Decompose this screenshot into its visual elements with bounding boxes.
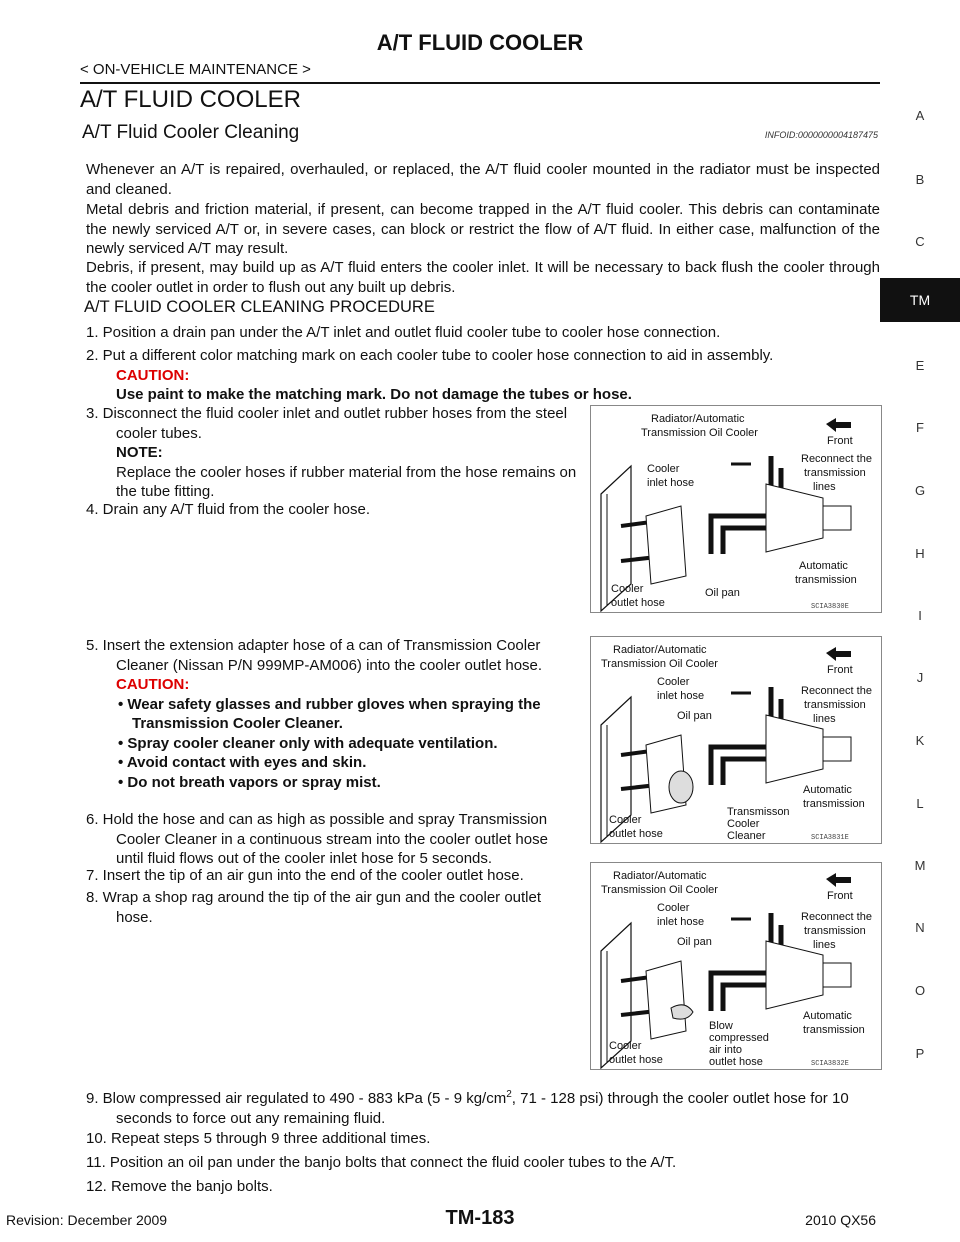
svg-text:lines: lines bbox=[813, 713, 836, 725]
step-5-caution-item: • Wear safety glasses and rubber gloves when spraying the Transmission Cooler Cleaner. bbox=[118, 695, 541, 732]
step-2-caution-text: Use paint to make the matching mark. Do not damage the tubes or hose. bbox=[116, 386, 632, 403]
step-12-text: 12. Remove the banjo bolts. bbox=[86, 1178, 273, 1195]
svg-text:Cooler: Cooler bbox=[609, 1040, 642, 1052]
svg-text:Cooler: Cooler bbox=[657, 902, 690, 914]
page-title: A/T FLUID COOLER bbox=[80, 86, 301, 113]
svg-text:Cooler: Cooler bbox=[657, 676, 690, 688]
header-divider bbox=[80, 82, 880, 84]
svg-text:Transmission Oil Cooler: Transmission Oil Cooler bbox=[601, 884, 718, 896]
svg-text:Cooler: Cooler bbox=[647, 463, 680, 475]
step-4 bbox=[86, 500, 578, 520]
step-7 bbox=[86, 866, 578, 886]
svg-text:transmission: transmission bbox=[804, 699, 866, 711]
sidebar-index-h[interactable]: H bbox=[915, 546, 925, 561]
sidebar-index-a[interactable]: A bbox=[915, 108, 925, 123]
svg-text:inlet hose: inlet hose bbox=[647, 477, 695, 489]
step-12 bbox=[86, 1177, 880, 1197]
step-10 bbox=[86, 1129, 880, 1149]
svg-text:Transmission Oil Cooler: Transmission Oil Cooler bbox=[601, 658, 718, 670]
svg-text:Automatic: Automatic bbox=[799, 560, 848, 572]
sidebar-index-c[interactable]: C bbox=[915, 234, 925, 249]
svg-text:Automatic: Automatic bbox=[803, 1010, 852, 1022]
svg-text:SCIA3832E: SCIA3832E bbox=[811, 1060, 849, 1068]
svg-text:transmission: transmission bbox=[803, 798, 865, 810]
svg-text:lines: lines bbox=[813, 481, 836, 493]
figure-3-air-blow-diagram bbox=[590, 862, 882, 1070]
svg-text:Blow: Blow bbox=[709, 1020, 733, 1032]
svg-text:Cooler: Cooler bbox=[727, 818, 760, 830]
sidebar-index-f[interactable]: F bbox=[916, 420, 924, 435]
svg-text:Reconnect the: Reconnect the bbox=[801, 911, 872, 923]
sidebar-index-tm[interactable]: TM bbox=[880, 278, 960, 322]
step-6-text: 6. Hold the hose and can as high as possible and spray Transmission Cooler Cleaner in a continuous stream into the cooler outlet hose until fluid flows out of the cooler inlet hose for 5 seconds. bbox=[86, 811, 548, 867]
svg-text:Cooler: Cooler bbox=[609, 814, 642, 826]
step-9 bbox=[86, 1085, 880, 1128]
sidebar-index-j[interactable]: J bbox=[916, 670, 924, 685]
intro-paragraph-1: Whenever an A/T is repaired, overhauled, or replaced, the A/T fluid cooler mounted in the radiator must be inspected and cleaned. bbox=[86, 161, 880, 198]
svg-text:Front: Front bbox=[827, 664, 853, 676]
sidebar-index-i[interactable]: I bbox=[918, 608, 922, 623]
svg-text:Transmisson: Transmisson bbox=[727, 806, 790, 818]
sidebar-index-b[interactable]: B bbox=[915, 172, 925, 187]
step-1-text: 1. Position a drain pan under the A/T inlet and outlet fluid cooler tube to cooler hose connection. bbox=[86, 324, 721, 341]
svg-text:inlet hose: inlet hose bbox=[657, 690, 705, 702]
page-header-title: A/T FLUID COOLER bbox=[376, 30, 584, 55]
svg-text:transmission: transmission bbox=[795, 574, 857, 586]
footer-revision: Revision: December 2009 bbox=[6, 1212, 168, 1228]
step-8-text: 8. Wrap a shop rag around the tip of the air gun and the cooler outlet hose. bbox=[86, 889, 542, 926]
step-4-text: 4. Drain any A/T fluid from the cooler hose. bbox=[86, 501, 371, 518]
svg-text:air into: air into bbox=[709, 1044, 743, 1056]
svg-text:outlet hose: outlet hose bbox=[611, 597, 665, 609]
step-5-caution-item: • Do not breath vapors or spray mist. bbox=[118, 773, 381, 791]
step-3-note-text: Replace the cooler hoses if rubber material from the hose remains on the tube fitting. bbox=[116, 463, 577, 500]
section-label: < ON-VEHICLE MAINTENANCE > bbox=[80, 61, 311, 78]
svg-text:outlet hose: outlet hose bbox=[609, 1054, 663, 1066]
svg-text:lines: lines bbox=[813, 939, 836, 951]
svg-text:outlet hose: outlet hose bbox=[709, 1056, 763, 1068]
step-7-text: 7. Insert the tip of an air gun into the end of the cooler outlet hose. bbox=[86, 867, 524, 884]
intro-paragraph-3: Debris, if present, may build up as A/T fluid enters the cooler inlet. It will be necessary to back flush the cooler through the cooler outlet in order to flush out any built up debris. bbox=[86, 259, 880, 296]
svg-text:Transmission Oil Cooler: Transmission Oil Cooler bbox=[641, 427, 758, 439]
sidebar-index-k[interactable]: K bbox=[915, 733, 925, 748]
step-5-text: 5. Insert the extension adapter hose of a can of Transmission Cooler Cleaner (Nissan P/N 999MP-AM006) into the cooler outlet hose. bbox=[86, 637, 543, 674]
svg-text:transmission: transmission bbox=[804, 467, 866, 479]
svg-text:Oil pan: Oil pan bbox=[705, 587, 740, 599]
svg-text:transmission: transmission bbox=[803, 1024, 865, 1036]
svg-text:outlet hose: outlet hose bbox=[609, 828, 663, 840]
svg-text:SCIA3830E: SCIA3830E bbox=[811, 603, 849, 611]
sidebar-index-p[interactable]: P bbox=[915, 1046, 925, 1061]
svg-text:Cooler: Cooler bbox=[611, 583, 644, 595]
step-8 bbox=[86, 888, 578, 927]
svg-text:inlet hose: inlet hose bbox=[657, 916, 705, 928]
figure-1-cooler-diagram bbox=[590, 405, 882, 613]
step-10-text: 10. Repeat steps 5 through 9 three additional times. bbox=[86, 1130, 431, 1147]
svg-text:Reconnect the: Reconnect the bbox=[801, 685, 872, 697]
svg-text:Cleaner: Cleaner bbox=[727, 830, 766, 842]
footer-page-number: TM-183 bbox=[445, 1207, 515, 1229]
svg-text:Automatic: Automatic bbox=[803, 784, 852, 796]
svg-text:Oil pan: Oil pan bbox=[677, 936, 712, 948]
step-5-caution-item: • Avoid contact with eyes and skin. bbox=[118, 754, 367, 771]
svg-text:transmission: transmission bbox=[804, 925, 866, 937]
section-title: A/T Fluid Cooler Cleaning bbox=[82, 122, 300, 143]
step-2-text: 2. Put a different color matching mark on each cooler tube to cooler hose connection to aid in assembly. bbox=[86, 347, 774, 364]
procedure-title: A/T FLUID COOLER CLEANING PROCEDURE bbox=[84, 298, 435, 316]
sidebar-index-e[interactable]: E bbox=[915, 358, 925, 373]
step-3-note-label: NOTE: bbox=[116, 444, 163, 461]
svg-text:SCIA3831E: SCIA3831E bbox=[811, 834, 849, 842]
svg-text:Radiator/Automatic: Radiator/Automatic bbox=[613, 644, 707, 656]
step-3 bbox=[86, 404, 578, 502]
svg-text:Front: Front bbox=[827, 890, 853, 902]
footer-model: 2010 QX56 bbox=[805, 1212, 876, 1228]
intro-paragraph-2: Metal debris and friction material, if present, can become trapped in the A/T fluid cooler. This debris can contaminate the newly serviced A/T or, in severe cases, can block or restrict the flow of A/T fluid. In either case, malfunction of the newly serviced A/T may result. bbox=[86, 201, 880, 257]
svg-text:Radiator/Automatic: Radiator/Automatic bbox=[613, 870, 707, 882]
step-11-text: 11. Position an oil pan under the banjo bolts that connect the fluid cooler tubes to the A/T. bbox=[86, 1154, 677, 1171]
info-id: INFOID:0000000004187475 bbox=[764, 130, 878, 140]
sidebar-index-m[interactable]: M bbox=[914, 858, 926, 873]
step-3-text: 3. Disconnect the fluid cooler inlet and outlet rubber hoses from the steel cooler tubes. bbox=[86, 405, 568, 442]
step-5-caution-item: • Spray cooler cleaner only with adequate ventilation. bbox=[118, 734, 498, 752]
sidebar-index-o[interactable]: O bbox=[914, 983, 926, 998]
step-2 bbox=[86, 346, 880, 405]
svg-text:compressed: compressed bbox=[709, 1032, 769, 1044]
step-2-caution-label: CAUTION: bbox=[116, 366, 190, 384]
svg-text:Front: Front bbox=[827, 435, 853, 447]
sidebar-index-l[interactable]: L bbox=[916, 796, 924, 811]
sidebar-index-n[interactable]: N bbox=[915, 920, 925, 935]
step-1 bbox=[86, 323, 880, 343]
sidebar-index-g[interactable]: G bbox=[914, 483, 926, 498]
svg-text:Radiator/Automatic: Radiator/Automatic bbox=[651, 413, 745, 425]
step-9-text: 9. Blow compressed air regulated to 490 - 883 kPa (5 - 9 $kg/cm^2$, 71 - 128 psi) through the cooler outlet hose for 10 seconds to force out any remaining fluid. bbox=[86, 1089, 849, 1127]
svg-text:Oil pan: Oil pan bbox=[677, 710, 712, 722]
svg-text:Reconnect the: Reconnect the bbox=[801, 453, 872, 465]
step-5-caution-label: CAUTION: bbox=[116, 676, 190, 693]
step-6 bbox=[86, 810, 578, 869]
step-11 bbox=[86, 1153, 880, 1173]
figure-2-cleaner-diagram bbox=[590, 636, 882, 844]
step-5 bbox=[86, 636, 578, 792]
